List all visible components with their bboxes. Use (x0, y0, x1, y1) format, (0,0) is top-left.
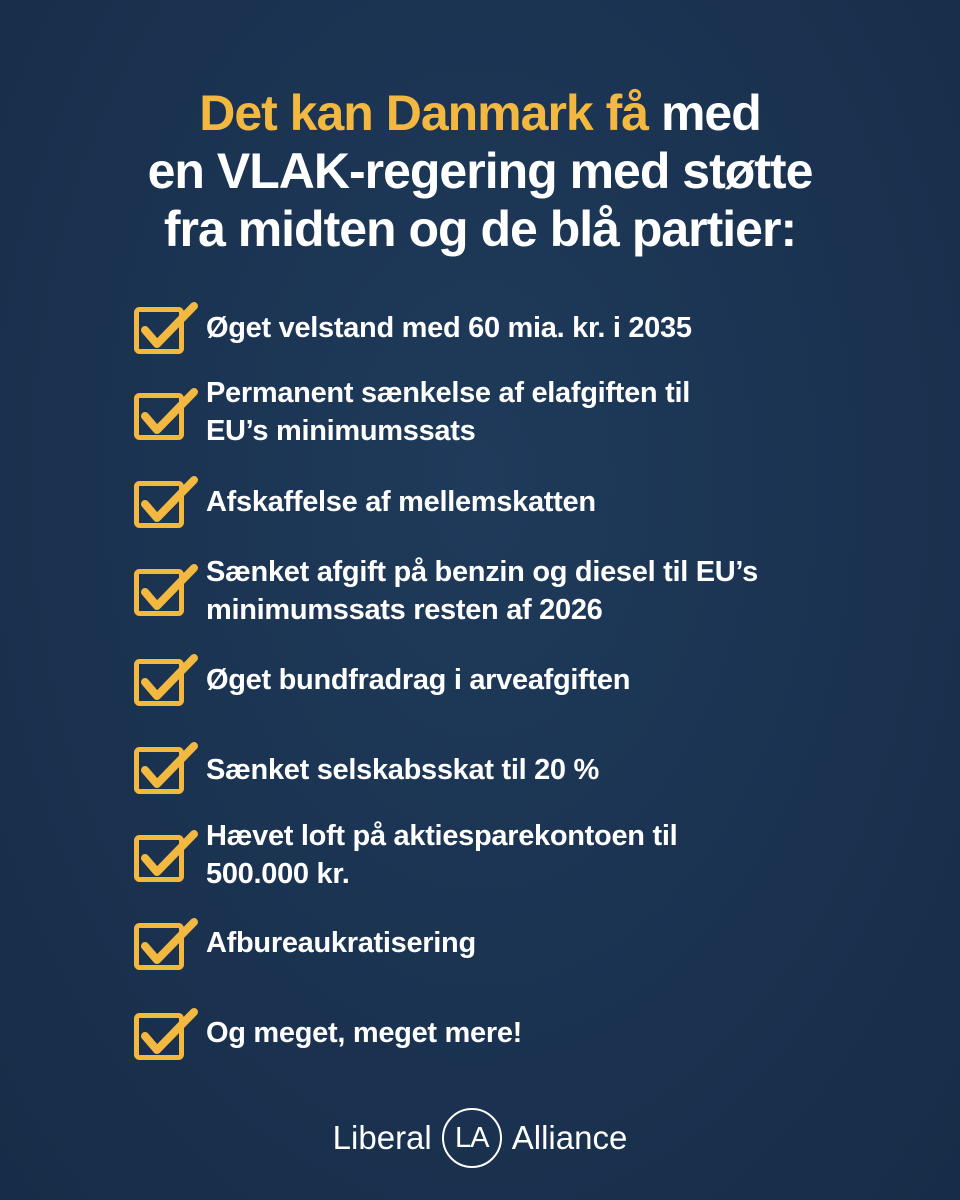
headline-line1-rest: med (648, 85, 761, 141)
checkbox-checked-icon (134, 388, 198, 444)
checklist-item (134, 377, 894, 454)
checklist-item (134, 556, 894, 630)
checklist-item-text: Sænket selskabsskat til 20 % (206, 754, 599, 786)
checkbox-checked-icon (134, 476, 198, 532)
checklist-item (134, 916, 894, 986)
checkbox-checked-icon (134, 564, 198, 620)
checklist-item (134, 820, 894, 896)
checklist-item-text: Permanent sænkelse af elafgiften til EU’s minimumssats (206, 377, 690, 447)
checkbox-checked-icon (134, 302, 198, 358)
logo-right-word: Alliance (511, 1119, 628, 1156)
headline (0, 84, 960, 258)
checklist-item-text: Sænket afgift på benzin og diesel til EU’s minimumssats resten af 2026 (206, 556, 758, 626)
checkbox-checked-icon (134, 742, 198, 798)
checklist-item (134, 300, 894, 370)
checklist-item-text: Afbureaukratisering (206, 927, 476, 959)
checklist-item (134, 740, 894, 810)
checkbox-checked-icon (134, 1008, 198, 1064)
checklist-item-text: Hævet loft på aktiesparekontoen til 500.000 kr. (206, 820, 678, 890)
logo-monogram: LA (442, 1108, 502, 1168)
liberal-alliance-logo (0, 1106, 960, 1170)
checklist-item (134, 1006, 894, 1076)
checklist-item-text: Afskaffelse af mellemskatten (206, 486, 596, 518)
headline-line2: en VLAK-regering med støtte (147, 143, 813, 199)
logo-left-word: Liberal (332, 1119, 432, 1156)
headline-line3: fra midten og de blå partier: (163, 201, 797, 257)
checkbox-checked-icon (134, 918, 198, 974)
checklist-item-text: Øget bundfradrag i arveafgiften (206, 664, 631, 696)
checklist-item-text: Øget velstand med 60 mia. kr. i 2035 (206, 312, 692, 344)
checkbox-checked-icon (134, 654, 198, 710)
checklist-item (134, 652, 894, 722)
headline-highlight: Det kan Danmark få (199, 85, 649, 141)
checklist-item-text: Og meget, meget mere! (206, 1017, 523, 1049)
checklist-item (134, 474, 894, 544)
checkbox-checked-icon (134, 830, 198, 886)
